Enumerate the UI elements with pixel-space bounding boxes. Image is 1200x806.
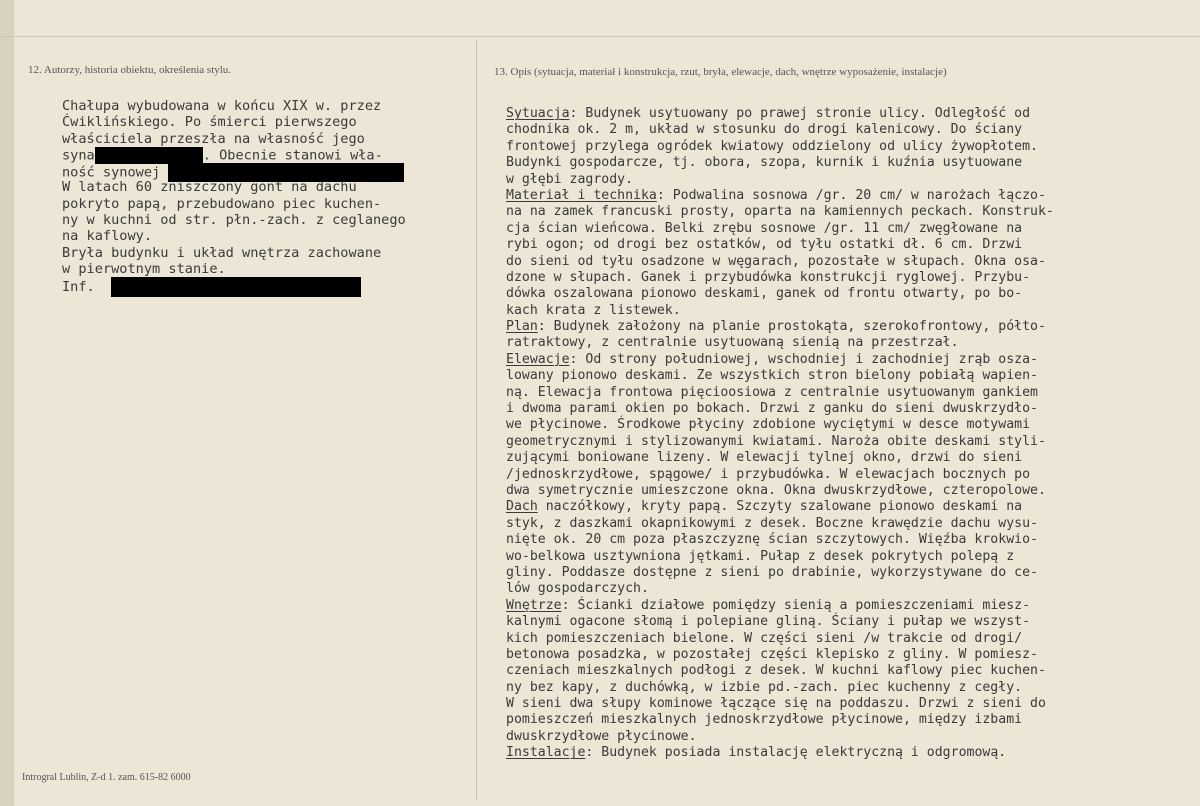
label-wnetrze: Wnętrze bbox=[506, 597, 562, 613]
text-line: kich pomieszczeniach bielone. W części sieni /w trakcie od drogi/ bbox=[506, 630, 1023, 646]
text-line: gliny. Poddasze dostępne z sieni po drabinie, wykorzystywane do ce- bbox=[506, 564, 1038, 580]
description-column bbox=[506, 106, 1196, 762]
label-plan: Plan bbox=[506, 319, 538, 335]
label-instalacje: Instalacje bbox=[506, 745, 586, 761]
text-line bbox=[506, 598, 1196, 614]
text-line: właściciela przeszła na własność jego bbox=[62, 130, 365, 147]
text-line: dzone w słupach. Ganek i przybudówka konstrukcji ryglowej. Przybu- bbox=[506, 269, 1031, 285]
text-line: rybi ogon; od drogi bez ostatków, od tyłu ostatki dł. 6 cm. Drzwi bbox=[506, 237, 1023, 253]
text-line: w głębi zagrody. bbox=[506, 171, 634, 187]
text-line: betonowa posadzka, w pozostałej części klepisko z gliny. W pomiesz- bbox=[506, 646, 1038, 662]
text-line: W sieni dwa słupy kominowe łączące się na poddaszu. Drzwi z sieni do bbox=[506, 696, 1046, 712]
text-line bbox=[506, 745, 1196, 761]
text-line: Ćwiklińskiego. Po śmierci pierwszego bbox=[62, 114, 357, 131]
text-line: dwuskrzydłowe płycinowe. bbox=[506, 728, 697, 744]
text-line: cja ścian wieńcowa. Belki zrębu sosnowe /gr. 11 cm/ zwęgłowane na bbox=[506, 220, 1023, 236]
text-line: dwa symetrycznie umieszczone okna. Okna dwuskrzydłowe, czteropolowe. bbox=[506, 482, 1046, 498]
text-line: we płycinowe. Środkowe płyciny zdobione wyciętymi w desce motywami bbox=[506, 417, 1031, 433]
text-line: frontowej przylega ogródek kwiatowy oddzielony od ulicy żywopłotem. bbox=[506, 138, 1038, 154]
text-line bbox=[506, 352, 1196, 368]
text-line: czeniach mieszkalnych podłogi z desek. W kuchni kaflowy piec kuchen- bbox=[506, 663, 1046, 679]
label-dach: Dach bbox=[506, 499, 538, 515]
text-fragment: : Budynek usytuowany po prawej stronie ulicy. Odległość od bbox=[569, 106, 1031, 121]
redaction-block bbox=[95, 147, 203, 164]
text-fragment: : Ścianki działowe pomiędzy sienią a pomieszczeniami miesz- bbox=[561, 597, 1031, 613]
redaction-block bbox=[111, 277, 361, 297]
text-line: do sieni od tyłu osadzone w węgarach, pozostałe w słupach. Okna osa- bbox=[506, 253, 1046, 269]
text-line bbox=[506, 499, 1196, 515]
header-rule bbox=[0, 36, 1200, 37]
text-line: kach krata z listewek. bbox=[506, 302, 681, 318]
text-line: geometrycznymi i stylizowanymi kwiatami. Naroża obite deskami styli- bbox=[506, 433, 1046, 449]
text-fragment: ność synowej bbox=[62, 164, 161, 181]
text-line: dówka oszalowana pionowo deskami, ganek od frontu otwarty, po bo- bbox=[506, 286, 1023, 302]
text-line: styk, z daszkami okapnikowymi z desek. Boczne krawędzie dachu wysu- bbox=[506, 515, 1038, 531]
text-line-redacted bbox=[62, 147, 472, 163]
text-line: na kaflowy. bbox=[62, 228, 153, 245]
text-line: w pierwotnym stanie. bbox=[62, 260, 226, 277]
text-fragment: : Od strony południowej, wschodniej i zachodniej zrąb osza- bbox=[569, 351, 1038, 367]
text-line: ratraktowy, z centralnie usytuowaną sienią na przestrzał. bbox=[506, 335, 959, 351]
column-divider bbox=[476, 40, 477, 800]
text-line: i dwoma parami okien po bokach. Drzwi z ganku do sieni dwuskrzydło- bbox=[506, 401, 1038, 417]
section-12-header: 12. Autorzy, historia obiektu, określenia stylu. bbox=[28, 64, 232, 76]
text-fragment: . Obecnie stanowi wła- bbox=[202, 147, 383, 164]
history-column bbox=[62, 98, 472, 294]
section-13-header: 13. Opis (sytuacja, materiał i konstrukcja, rzut, bryła, elewacje, dach, wnętrze wyposażenie, instalacje) bbox=[494, 66, 947, 78]
text-fragment: syna bbox=[62, 147, 95, 164]
text-line: wo-belkowa usztywniona jętkami. Pułap z desek pokrytych polepą z bbox=[506, 548, 1015, 564]
label-material: Materiał i technika bbox=[506, 187, 657, 203]
text-line: kalnymi ogacone słomą i polepiane gliną. Ściany i pułap we wszyst- bbox=[506, 614, 1031, 630]
text-line: pokryto papą, przebudowano piec kuchen- bbox=[62, 195, 382, 212]
text-line: zującymi boniowane lizeny. W elewacji tylnej okno, drzwi do sieni bbox=[506, 450, 1023, 466]
text-line bbox=[506, 188, 1196, 204]
text-line: Bryła budynku i układ wnętrza zachowane bbox=[62, 244, 382, 261]
printer-footer: Introgral Lublin, Z-d 1. zam. 615-82 6000 bbox=[22, 772, 191, 783]
text-fragment: naczółkowy, kryty papą. Szczyty szalowane pionowo deskami na bbox=[537, 499, 1023, 515]
text-line-redacted bbox=[62, 163, 472, 179]
text-line-redacted bbox=[62, 277, 472, 296]
text-line: nięte ok. 20 cm poza płaszczyznę ścian szczytowych. Więźba krokwio- bbox=[506, 532, 1038, 548]
text-line: ny w kuchni od str. płn.-zach. z ceglanego bbox=[62, 212, 406, 229]
text-line: na na zamek francuski prosty, oparta na kamiennych peckach. Konstruk- bbox=[506, 204, 1054, 220]
text-line: lów gospodarczych. bbox=[506, 581, 649, 597]
text-fragment: : Podwalina sosnowa /gr. 20 cm/ w narożach łączo- bbox=[656, 187, 1046, 203]
text-line: chodnika ok. 2 m, układ w stosunku do drogi kalenicowy. Do ściany bbox=[506, 122, 1023, 138]
text-line: lowany pionowo deskami. Ze wszystkich stron bielony pobiałą wapien- bbox=[506, 368, 1038, 384]
text-line bbox=[506, 319, 1196, 335]
text-fragment: Inf. bbox=[62, 279, 95, 296]
text-line: W latach 60 zniszczony gont na dachu bbox=[62, 179, 357, 196]
text-line: ny bez kapy, z duchówką, w izbie pd.-zach. piec kuchenny z cegły. bbox=[506, 679, 1023, 695]
page-edge-shadow bbox=[0, 0, 14, 806]
text-line: Budynki gospodarcze, tj. obora, szopa, kurnik i kuźnia usytuowane bbox=[506, 155, 1023, 171]
text-line: ną. Elewacja frontowa pięcioosiowa z centralnie usytuowanym gankiem bbox=[506, 384, 1038, 400]
label-sytuacja: Sytuacja bbox=[506, 106, 570, 121]
label-elewacje: Elewacje bbox=[506, 351, 570, 367]
text-line: Chałupa wybudowana w końcu XIX w. przez bbox=[62, 98, 382, 114]
text-line: pomieszczeń mieszkalnych jednoskrzydłowe płycinowe, między izbami bbox=[506, 712, 1023, 728]
text-line bbox=[506, 106, 1196, 122]
text-line: /jednoskrzydłowe, spągowe/ i przybudówka. W elewacjach bocznych po bbox=[506, 466, 1031, 482]
text-fragment: : Budynek posiada instalację elektryczną i odgromową. bbox=[585, 745, 1007, 761]
text-fragment: : Budynek założony na planie prostokąta, szerokofrontowy, półto- bbox=[537, 319, 1046, 335]
